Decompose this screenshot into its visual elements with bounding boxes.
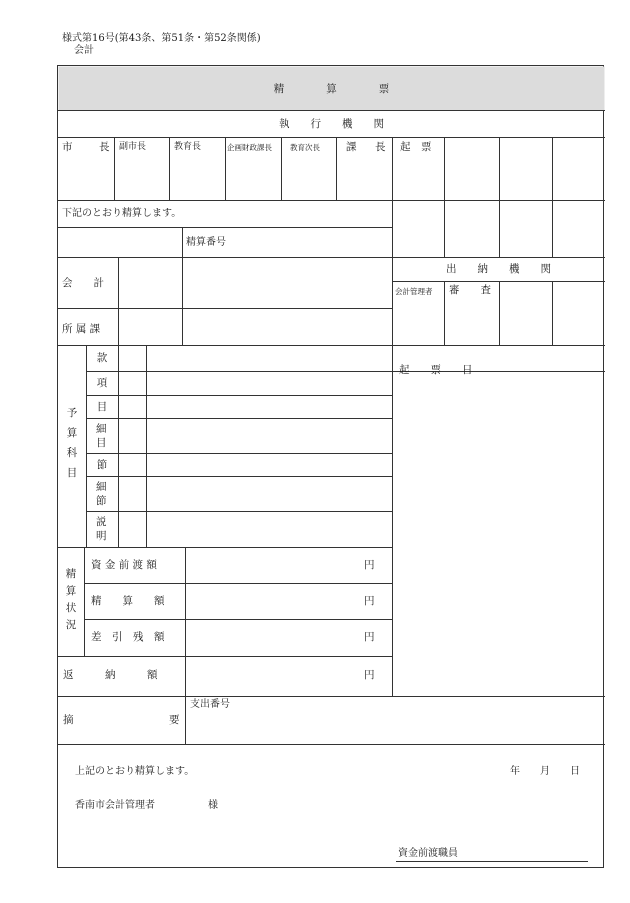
settlement-form	[57, 65, 604, 868]
status-label-char: 算	[65, 585, 77, 597]
executing-agency-heading: 執 行 機 関	[279, 118, 384, 130]
approver-deputy-superintendent: 教育次長	[290, 143, 320, 152]
form-category: 会計	[74, 45, 94, 56]
status-label-char: 況	[65, 619, 77, 631]
budget-label-char: 科	[66, 447, 78, 459]
treasury-heading: 出 納 機 関	[446, 263, 551, 275]
accounting-label: 会 計	[62, 277, 104, 289]
addressee-label: 香南市会計管理者	[75, 800, 155, 811]
settlement-number-label: 精算番号	[186, 237, 226, 248]
form-grid-lines	[58, 66, 605, 869]
budget-subject-label	[58, 403, 86, 483]
footer-statement: 上記のとおり精算します。	[75, 766, 195, 777]
budget-item-setsu: 節	[96, 459, 108, 471]
form-number: 様式第16号(第43条、第51条・第52条関係)	[62, 33, 261, 44]
advance-officer-label: 資金前渡職員	[398, 848, 458, 859]
budget-item-moku: 目	[96, 401, 108, 413]
budget-label-char: 予	[66, 407, 78, 419]
budget-item-setsumei: 説明	[96, 516, 107, 542]
accountant-label: 会計管理者	[395, 287, 433, 296]
summary-label-left: 摘	[63, 714, 74, 726]
summary-label-right: 要	[169, 714, 180, 726]
status-label-char: 精	[65, 568, 77, 580]
payment-number-label: 支出番号	[190, 699, 230, 710]
draft-date-label: 起 票 日	[399, 364, 473, 376]
budget-label-char: 目	[66, 467, 78, 479]
approver-section-chief: 課 長	[346, 141, 390, 153]
advance-amount-label: 資 金 前 渡 額	[91, 559, 157, 571]
refund-amount-label: 返 納 額	[63, 669, 158, 681]
approver-deputy-mayor: 副市長	[119, 142, 147, 152]
budget-item-saimoku: 細目	[96, 423, 107, 449]
approver-drafter: 起 票	[400, 141, 432, 153]
budget-item-saisetsu: 細節	[96, 481, 107, 507]
yen-unit: 円	[364, 559, 375, 571]
budget-item-kou: 項	[96, 377, 108, 389]
audit-label: 審 査	[449, 284, 491, 296]
budget-item-kan: 款	[96, 352, 108, 364]
approver-superintendent: 教育長	[174, 142, 202, 152]
approver-planning-finance-chief: 企画財政課長	[227, 143, 272, 152]
settlement-intro: 下記のとおり精算します。	[62, 208, 182, 219]
department-label: 所 属 課	[62, 323, 101, 335]
yen-unit: 円	[364, 669, 375, 681]
yen-unit: 円	[364, 631, 375, 643]
yen-unit: 円	[364, 595, 375, 607]
budget-label-char: 算	[66, 427, 78, 439]
honorific-label: 様	[208, 800, 218, 811]
form-title: 精 算 票	[273, 83, 390, 95]
status-label-char: 状	[65, 602, 77, 614]
settlement-status-label	[58, 566, 84, 634]
balance-amount-label: 差 引 残 額	[91, 631, 165, 643]
footer-date: 年 月 日	[510, 766, 580, 777]
approver-mayor: 市 長	[62, 141, 118, 153]
settled-amount-label: 精 算 額	[91, 595, 165, 607]
